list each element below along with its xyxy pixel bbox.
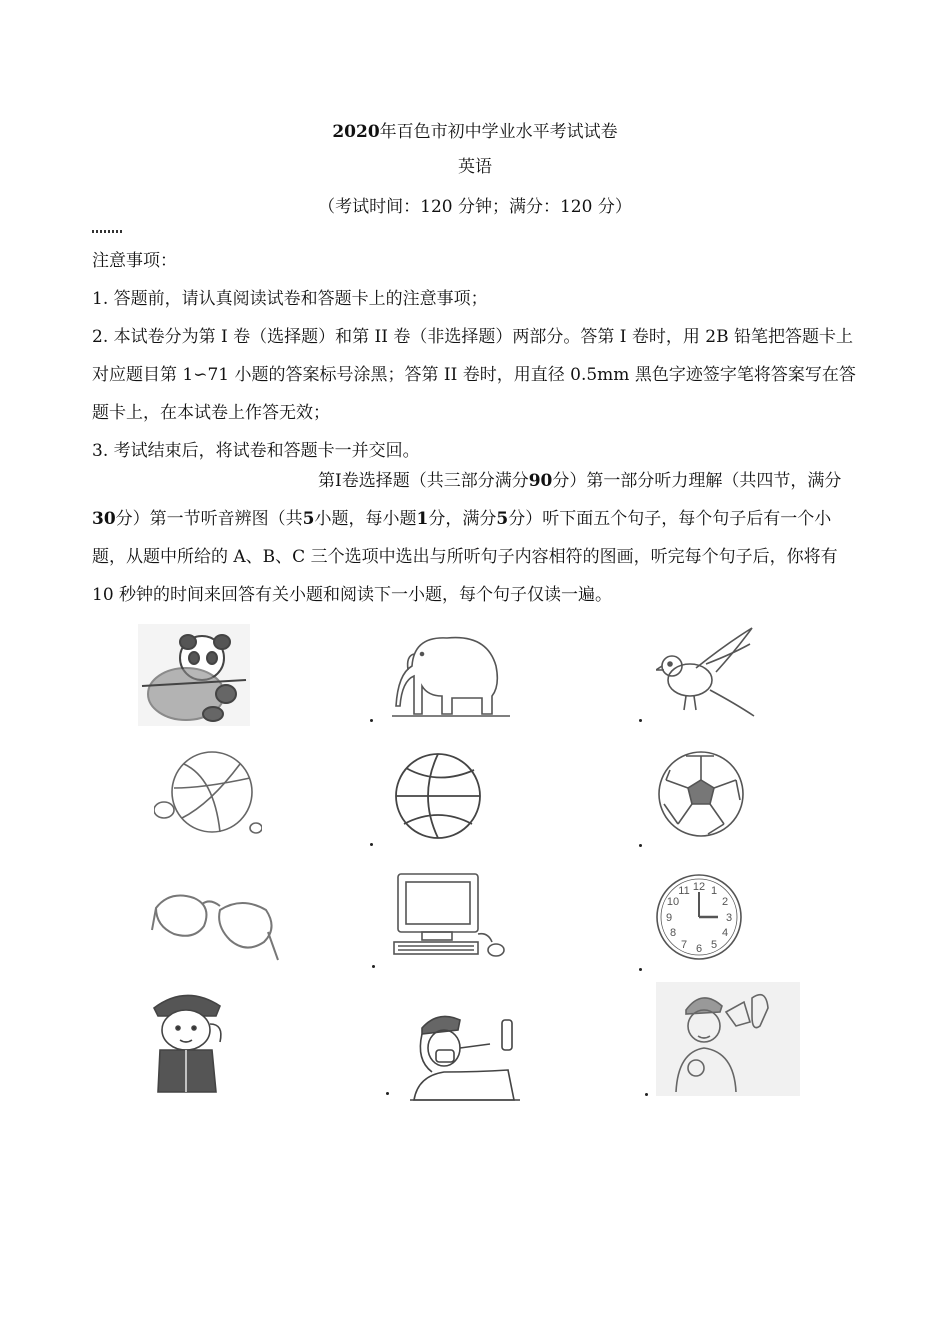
exam-time-info: （考试时间：120 分钟；满分：120 分）: [318, 197, 632, 217]
panda-icon: [138, 624, 250, 726]
clock-number: 10: [666, 896, 680, 908]
option-dot: [386, 1092, 389, 1095]
clock-icon: [654, 872, 744, 962]
section-text: 小题，每小题: [314, 509, 417, 529]
clock-number: 5: [710, 939, 718, 951]
clock-number: 9: [665, 912, 673, 924]
exam-subject: 英语: [458, 157, 492, 177]
exam-year: 2020: [332, 122, 380, 142]
scan-mark: [92, 230, 124, 233]
option-dot: [370, 719, 373, 722]
notes-item-2: 2. 本试卷分为第 I 卷（选择题）和第 II 卷（非选择题）两部分。答第 I 卷时，用 2B 铅笔把答题卡上对应题目第 1∽71 小题的答案标号涂黑；答第 II 卷时，用直径 0.5mm 黑色字迹签字笔将答案写在答题卡上，在本试卷上作答无效；: [92, 327, 856, 423]
volleyball-icon: [154, 748, 262, 840]
exam-title: [0, 117, 950, 142]
notes-heading: 注意事项：: [92, 251, 177, 271]
bird-icon: [656, 624, 756, 722]
clock-number: 7: [680, 939, 688, 951]
section-text: 分，满分: [428, 509, 497, 529]
notes-item-3: 3. 考试结束后，将试卷和答题卡一并交回。: [92, 441, 420, 461]
section-instructions: [92, 462, 862, 614]
section-number: 1: [416, 509, 429, 529]
worker-icon: [656, 982, 800, 1096]
option-dot: [370, 843, 373, 846]
clock-number: 3: [725, 912, 733, 924]
clock-number: 8: [669, 927, 677, 939]
policeman-icon: [140, 984, 236, 1098]
clock-number: 4: [721, 927, 729, 939]
section-text: 分）听下面五个句子，每个句子后有一个小题，从题中所给的 A、B、C 三个选项中选出与所听句子内容相符的图画，听完每个句子后，你将有 10 秒钟的时间来回答有关小题和阅读下一小题，每个句子仅读一遍。: [92, 509, 838, 605]
section-number: 30: [92, 509, 116, 529]
section-text: 分）第一节听音辨图（共: [115, 509, 303, 529]
option-dot: [372, 965, 375, 968]
option-dot: [645, 1093, 648, 1096]
notes-section: [92, 242, 862, 470]
option-dot: [639, 968, 642, 971]
section-number: 5: [496, 509, 509, 529]
section-number: 5: [302, 509, 315, 529]
clock-number: 12: [692, 881, 706, 893]
exam-title-text: 年百色市初中学业水平考试试卷: [379, 122, 618, 142]
basketball-icon: [388, 750, 490, 842]
clock-number: 1: [710, 885, 718, 897]
clock-number: 6: [695, 943, 703, 955]
football-icon: [656, 748, 746, 840]
clock-number: 11: [678, 885, 690, 897]
notes-item-1: 1. 答题前，请认真阅读试卷和答题卡上的注意事项；: [92, 289, 488, 309]
section-number: 90: [528, 471, 553, 491]
nurse-icon: [408, 1010, 522, 1102]
option-dot: [639, 719, 642, 722]
section-text: 第Ⅰ卷选择题（共三部分满分: [318, 471, 529, 491]
option-dot: [639, 844, 642, 847]
clock-number: 2: [721, 896, 729, 908]
elephant-icon: [392, 626, 510, 720]
computer-icon: [392, 872, 510, 960]
section-text: 分）第一部分听力理解（共四节，满分: [552, 471, 842, 491]
glasses-icon: [150, 880, 280, 964]
